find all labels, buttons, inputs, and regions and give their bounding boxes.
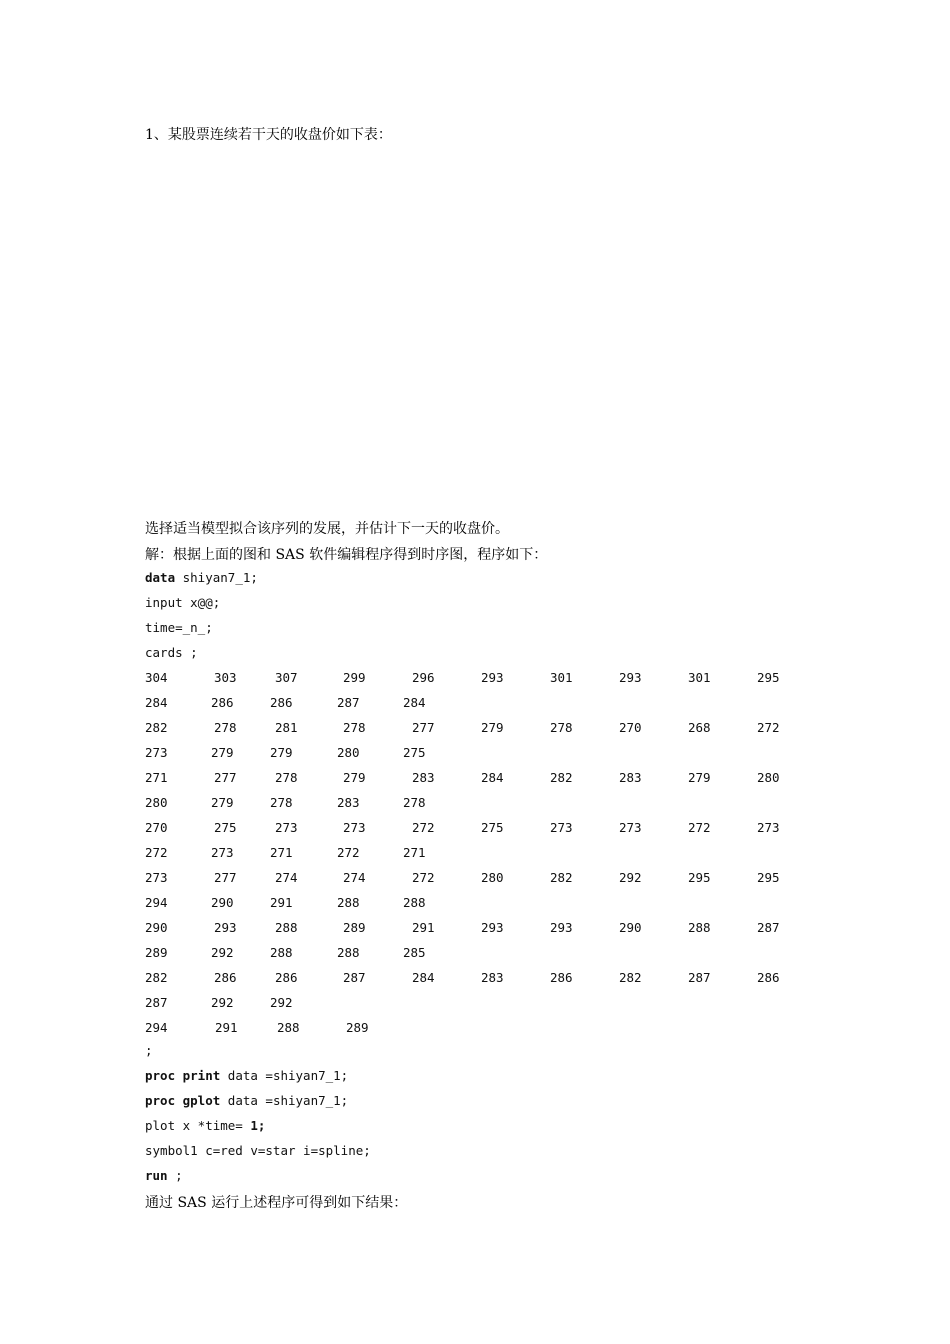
data-value: 272: [412, 820, 435, 835]
data-value: 281: [275, 720, 298, 735]
data-value: 286: [214, 970, 237, 985]
data-value: 273: [550, 820, 573, 835]
data-row: [0, 795, 950, 815]
code-proc-print-args: data =shiyan7_1;: [220, 1068, 349, 1083]
data-row: [0, 845, 950, 865]
keyword-plot-number: 1: [250, 1118, 258, 1133]
data-value: 289: [346, 1020, 369, 1035]
data-value: 273: [145, 745, 168, 760]
code-line-proc-print: [145, 1068, 348, 1083]
data-value: 292: [211, 995, 234, 1010]
data-value: 288: [403, 895, 426, 910]
data-value: 270: [145, 820, 168, 835]
code-line-plot: [145, 1118, 265, 1133]
data-value: 292: [619, 870, 642, 885]
code-line-time: time=_n_;: [145, 620, 213, 635]
code-plot-semicolon: ;: [257, 1118, 266, 1133]
data-value: 272: [337, 845, 360, 860]
data-value: 285: [403, 945, 426, 960]
data-value: 279: [211, 745, 234, 760]
data-value: 270: [619, 720, 642, 735]
keyword-proc-print: proc print: [145, 1068, 221, 1083]
code-line-input: input x@@;: [145, 595, 221, 610]
data-value: 284: [145, 695, 168, 710]
data-row: [0, 745, 950, 765]
data-row: [0, 1020, 950, 1040]
data-value: 279: [270, 745, 293, 760]
data-value: 284: [412, 970, 435, 985]
data-value: 290: [619, 920, 642, 935]
question-text: 1、某股票连续若干天的收盘价如下表：: [145, 127, 392, 143]
data-value: 280: [337, 745, 360, 760]
data-value: 287: [337, 695, 360, 710]
solution-text: 解：根据上面的图和 SAS 软件编辑程序得到时序图，程序如下：: [145, 547, 548, 563]
data-value: 279: [343, 770, 366, 785]
data-value: 295: [757, 870, 780, 885]
code-line-end: ;: [145, 1043, 153, 1058]
data-value: 273: [757, 820, 780, 835]
data-value: 273: [275, 820, 298, 835]
data-value: 295: [757, 670, 780, 685]
data-value: 291: [270, 895, 293, 910]
data-value: 272: [757, 720, 780, 735]
data-value: 273: [211, 845, 234, 860]
code-plot-pre: plot x *time=: [145, 1118, 251, 1133]
data-row: [0, 870, 950, 890]
data-value: 287: [757, 920, 780, 935]
data-value: 280: [757, 770, 780, 785]
data-value: 303: [214, 670, 237, 685]
data-value: 280: [481, 870, 504, 885]
data-value: 282: [550, 870, 573, 885]
keyword-run: run: [145, 1168, 168, 1183]
data-value: 290: [145, 920, 168, 935]
data-value: 286: [275, 970, 298, 985]
data-value: 273: [619, 820, 642, 835]
data-value: 277: [214, 770, 237, 785]
data-value: 286: [270, 695, 293, 710]
data-value: 275: [481, 820, 504, 835]
data-value: 295: [688, 870, 711, 885]
data-value: 287: [145, 995, 168, 1010]
data-value: 279: [481, 720, 504, 735]
data-value: 277: [214, 870, 237, 885]
data-value: 278: [270, 795, 293, 810]
data-value: 296: [412, 670, 435, 685]
data-value: 275: [214, 820, 237, 835]
data-value: 282: [145, 970, 168, 985]
code-proc-gplot-args: data =shiyan7_1;: [220, 1093, 349, 1108]
data-value: 294: [145, 895, 168, 910]
data-value: 283: [337, 795, 360, 810]
data-row: [0, 720, 950, 740]
data-row: [0, 995, 950, 1015]
code-line-data: [145, 570, 258, 585]
data-value: 288: [688, 920, 711, 935]
data-value: 274: [343, 870, 366, 885]
data-value: 268: [688, 720, 711, 735]
data-row: [0, 770, 950, 790]
data-row: [0, 970, 950, 990]
data-value: 278: [343, 720, 366, 735]
data-value: 273: [343, 820, 366, 835]
data-value: 301: [550, 670, 573, 685]
data-value: 272: [688, 820, 711, 835]
data-value: 290: [211, 895, 234, 910]
data-value: 278: [275, 770, 298, 785]
data-row: [0, 695, 950, 715]
data-value: 273: [145, 870, 168, 885]
data-value: 293: [481, 670, 504, 685]
footer-text: 通过 SAS 运行上述程序可得到如下结果：: [145, 1195, 408, 1211]
data-value: 286: [757, 970, 780, 985]
data-value: 279: [688, 770, 711, 785]
data-row: [0, 820, 950, 840]
data-value: 292: [211, 945, 234, 960]
data-value: 278: [550, 720, 573, 735]
data-row: [0, 895, 950, 915]
data-value: 291: [215, 1020, 238, 1035]
code-line-run: [145, 1168, 183, 1183]
data-value: 274: [275, 870, 298, 885]
data-value: 286: [550, 970, 573, 985]
data-value: 301: [688, 670, 711, 685]
code-line-symbol: symbol1 c=red v=star i=spline;: [145, 1143, 371, 1158]
data-value: 271: [270, 845, 293, 860]
data-value: 292: [270, 995, 293, 1010]
data-value: 272: [412, 870, 435, 885]
data-value: 284: [481, 770, 504, 785]
keyword-data: data: [145, 570, 176, 585]
data-value: 271: [403, 845, 426, 860]
data-value: 288: [277, 1020, 300, 1035]
data-value: 294: [145, 1020, 168, 1035]
task-text: 选择适当模型拟合该序列的发展，并估计下一天的收盘价。: [145, 521, 509, 537]
data-value: 289: [343, 920, 366, 935]
code-line-cards: cards ;: [145, 645, 198, 660]
code-dataset: shiyan7_1;: [175, 570, 258, 585]
data-value: 286: [211, 695, 234, 710]
data-value: 278: [214, 720, 237, 735]
data-value: 282: [619, 970, 642, 985]
code-run-rest: ;: [167, 1168, 183, 1183]
data-value: 283: [619, 770, 642, 785]
data-value: 288: [337, 895, 360, 910]
data-value: 283: [481, 970, 504, 985]
data-value: 288: [275, 920, 298, 935]
data-value: 284: [403, 695, 426, 710]
data-value: 279: [211, 795, 234, 810]
data-value: 293: [214, 920, 237, 935]
data-value: 272: [145, 845, 168, 860]
data-value: 282: [550, 770, 573, 785]
data-value: 289: [145, 945, 168, 960]
data-value: 299: [343, 670, 366, 685]
data-value: 293: [619, 670, 642, 685]
data-row: [0, 945, 950, 965]
data-value: 304: [145, 670, 168, 685]
data-value: 271: [145, 770, 168, 785]
data-value: 280: [145, 795, 168, 810]
data-value: 277: [412, 720, 435, 735]
data-value: 287: [343, 970, 366, 985]
code-line-proc-gplot: [145, 1093, 348, 1108]
data-value: 288: [337, 945, 360, 960]
data-value: 293: [481, 920, 504, 935]
data-value: 307: [275, 670, 298, 685]
data-row: [0, 920, 950, 940]
data-row: [0, 670, 950, 690]
data-value: 291: [412, 920, 435, 935]
data-value: 283: [412, 770, 435, 785]
keyword-proc-gplot: proc gplot: [145, 1093, 221, 1108]
data-value: 275: [403, 745, 426, 760]
data-value: 282: [145, 720, 168, 735]
data-value: 288: [270, 945, 293, 960]
data-value: 287: [688, 970, 711, 985]
data-value: 278: [403, 795, 426, 810]
data-value: 293: [550, 920, 573, 935]
